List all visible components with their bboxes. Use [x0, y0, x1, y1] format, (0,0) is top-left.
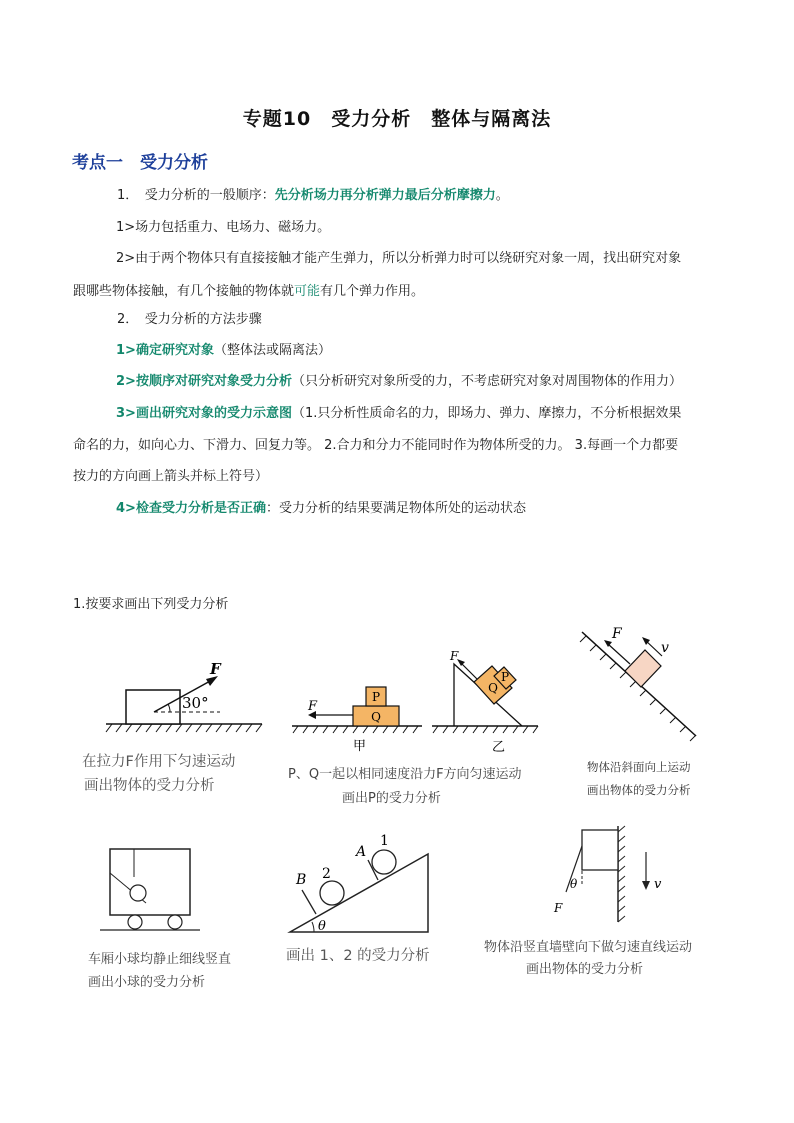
step-1-label: 1>确定研究对象: [116, 343, 214, 358]
section-heading: 考点一 受力分析: [72, 153, 208, 173]
incline-force-label: F: [612, 626, 622, 642]
yi-force-label: F: [450, 649, 459, 663]
wall-velocity-label: v: [654, 877, 662, 892]
figure-2-caption-2: 画出P的受力分析: [342, 791, 441, 806]
figure-two-balls: [282, 826, 432, 936]
figure-6-caption-2: 画出物体的受力分析: [526, 962, 644, 977]
figure-3-caption-1: 物体沿斜面向上运动: [587, 760, 691, 774]
jia-block-q-label: Q: [371, 710, 381, 724]
figure-4-caption-2: 画出小球的受力分析: [88, 975, 206, 990]
figure-3-caption-2: 画出物体的受力分析: [587, 783, 691, 797]
point-1-suffix: 。: [495, 188, 509, 203]
ball-2-label: 2: [322, 866, 331, 882]
jia-force-label: F: [308, 699, 318, 714]
step-3-line3: 按力的方向画上箭头并标上符号）: [73, 469, 269, 484]
point-1b-highlight: 可能: [294, 284, 321, 299]
step-1-text: （整体法或隔离法）: [213, 343, 331, 358]
step-2-text: （只分析研究对象所受的力，不考虑研究对象对周围物体的作用力）: [291, 374, 682, 389]
yi-block-p-label: P: [500, 670, 510, 684]
figure-5-caption: 画出 1、2 的受力分析: [286, 948, 430, 964]
figure-wall-block: [548, 826, 673, 926]
point-1b-tail: 有几个弹力作用。: [320, 284, 425, 299]
point-1b-line2: [73, 284, 424, 300]
figure-4-caption-1: 车厢小球均静止细线竖直: [88, 952, 232, 967]
point-1: [117, 188, 509, 204]
force-label: F: [210, 660, 221, 678]
point-1-prefix: 1． 受力分析的一般顺序：: [117, 188, 275, 203]
incline-angle-label: θ: [318, 919, 326, 934]
exercise-heading: 1.按要求画出下列受力分析: [73, 597, 229, 612]
point-1b-text: 跟哪些物体接触，有几个接触的物体就: [73, 284, 295, 299]
angle-label: 30°: [182, 694, 209, 712]
step-4-text: ：受力分析的结果要满足物体所处的运动状态: [265, 501, 526, 516]
yi-block-q-label: Q: [488, 681, 498, 695]
step-2-label: 2>按顺序对研究对象受力分析: [116, 374, 292, 389]
figure-6-caption-1: 物体沿竖直墙壁向下做匀速直线运动: [484, 940, 693, 955]
figure-incline-block: [578, 624, 703, 744]
step-1: [116, 343, 331, 359]
jia-label: 甲: [353, 739, 367, 754]
jia-block-p-label: P: [371, 690, 381, 704]
ball-1-label: 1: [380, 833, 389, 849]
incline-velocity-label: v: [661, 640, 669, 656]
step-2: [116, 374, 682, 390]
figure-1-caption-2: 画出物体的受力分析: [84, 778, 215, 794]
step-4-label: 4>检查受力分析是否正确: [116, 501, 266, 516]
figure-stacked-jia: [290, 680, 425, 755]
step-3-label: 3>画出研究对象的受力示意图: [116, 406, 292, 421]
wall-angle-label: θ: [570, 877, 578, 891]
figure-stacked-yi: [430, 648, 540, 756]
step-3-text: （1.只分析性质命名的力，即场力、弹力、摩擦力，不分析根据效果: [291, 406, 682, 421]
step-3: [116, 406, 681, 422]
board-b-label: B: [296, 872, 307, 888]
wall-force-label: F: [554, 901, 563, 915]
yi-label: 乙: [492, 740, 506, 755]
step-4: [116, 501, 526, 517]
step-3-line2: 命名的力，如向心力、下滑力、回复力等。 2.合力和分力不能同时作为物体所受的力。 3.每画一个力都要: [73, 438, 679, 453]
page-title: 专题10 受力分析 整体与隔离法: [242, 108, 552, 130]
point-1-highlight: 先分析场力再分析弹力最后分析摩擦力: [274, 188, 496, 203]
point-1a: 1>场力包括重力、电场力、磁场力。: [116, 220, 331, 235]
point-2: 2． 受力分析的方法步骤: [117, 312, 262, 327]
figure-1-caption-1: 在拉力F作用下匀速运动: [82, 754, 236, 770]
board-a-label: A: [356, 844, 367, 860]
figure-2-caption-1: P、Q一起以相同速度沿力F方向匀速运动: [288, 767, 522, 782]
figure-carriage-ball: [100, 845, 200, 933]
figure-pull-block: [100, 660, 270, 740]
point-1b-line1: 2>由于两个物体只有直接接触才能产生弹力，所以分析弹力时可以绕研究对象一周，找出研究对象: [116, 251, 682, 266]
